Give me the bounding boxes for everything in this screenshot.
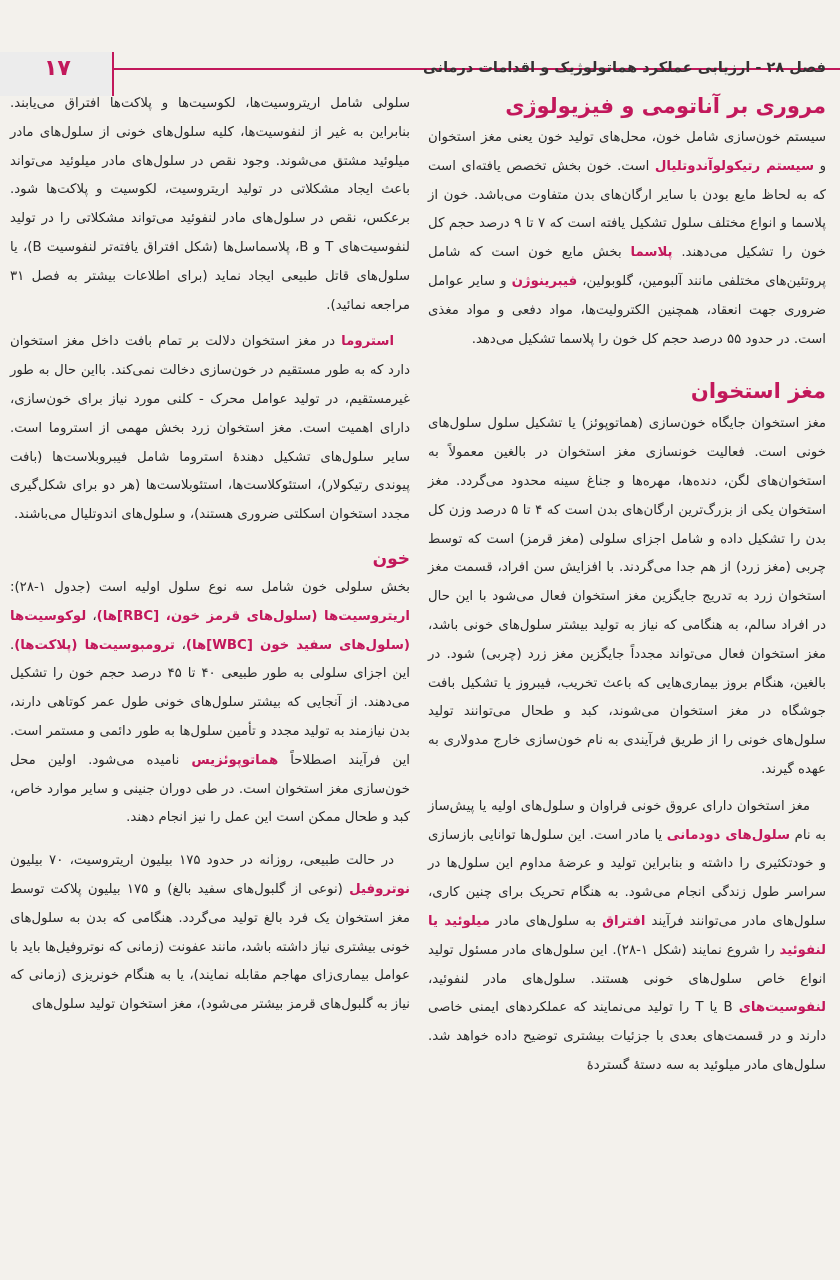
left-column [10,90,410,1020]
term-leukocytes: لوکوسیت‌ها (سلول‌های سفید خون [WBC]ها) [10,608,410,653]
section-heading-anatomy: مروری بر آناتومی و فیزیولوژی [505,94,826,118]
page-number: ۱۷ [44,56,71,81]
term-plasma: پلاسما [630,245,673,261]
term-lymphocytes: لنفوسیت‌های [738,1000,826,1016]
term-erythrocytes: اریتروسیت‌ها (سلول‌های قرمز خون، [RBC]ها) [96,608,410,624]
term-hematopoiesis: هماتوپوئزیس [191,752,279,768]
term-neutrophil: نوتروفیل [349,881,410,897]
paragraph-daily-production: در حالت طبیعی، روزانه در حدود ۱۷۵ بیلیون اریتروسیت، ۷۰ بیلیون نوتروفیل (نوعی از گلبول‌های سفید بالغ) و ۱۷۵ بیلیون پلاکت توسط مغز استخوان یک فرد بالغ تولید می‌گردد. هنگامی که بدن به سلول‌های خونی بیشتری نیاز داشته باشد، مانند عفونت (زمانی که نوتروفیل‌ها باید با عوامل بیماری‌زای مهاجم مقابله نمایند)، یا به هنگام خونریزی (زمانی که نیاز به گلبول‌های قرمز بیشتر می‌شود)، مغز استخوان تولید سلول‌های [10,853,410,1013]
term-fibrinogen: فیبرینوژن [511,273,578,289]
paragraph-stem-cells: مغز استخوان دارای عروق خونی فراوان و سلول‌های اولیه یا پیش‌ساز به نام سلول‌های دودمانی یا مادر است. این سلول‌ها توانایی بازسازی و خودتکثیری را داشته و بنابراین تولید و عرضهٔ مداوم این سلول‌ها در سراسر طول زندگی انجام می‌شود. به هنگام تحریک برای چنین کاری، سلول‌های مادر می‌توانند فرآیند افتراق به سلول‌های مادر میلوئید یا لنفوئید را شروع نمایند (شکل ۱-۲۸). این سلول‌های مادر مسئول تولید انواع خاص سلول‌های خونی هستند. سلول‌های مادر لنفوئید، لنفوسیت‌های B یا T را تولید می‌نمایند که عملکردهای ایمنی خاصی دارند و در قسمت‌های بعدی با جزئیات بیشتری توضیح داده خواهد شد. سلول‌های مادر میلوئید به سه دستهٔ گستردهٔ [428,798,826,1073]
right-column [428,90,826,1081]
section-heading-blood: خون [372,548,410,569]
term-stem-cells: سلول‌های دودمانی [666,827,791,843]
term-differentiation: افتراق [602,913,646,929]
term-myeloid-lymphoid: میلوئید یا لنفوئید [428,913,826,958]
paragraph-myeloid-cells: سلولی شامل اریتروسیت‌ها، لکوسیت‌ها و پلاکت‌ها افتراق می‌یابند. بنابراین به غیر از لنفوسیت‌ها، کلیه سلول‌های خونی از سلول‌های مادر میلوئید مشتق می‌شوند. وجود نقص در سلول‌های مادر میلوئید می‌تواند باعث ایجاد مشکلاتی در تولید اریتروسیت، لکوسیت و پلاکت‌ها شود. برعکس، نقص در سلول‌های مادر لنفوئید می‌تواند مشکلاتی را در تولید لنفوسیت‌های T و B، پلاسماسل‌ها (شکل افتراق یافته‌تر لنفوسیت B)، یا سلول‌های قاتل طبیعی ایجاد نماید (برای اطلاعات بیشتر به فصل ۳۱ مراجعه نمائید). [10,96,410,313]
section-heading-bone-marrow: مغز استخوان [690,379,826,404]
paragraph-stroma: استروما در مغز استخوان دلالت بر تمام بافت داخل مغز استخوان دارد که به طور مستقیم در خون‌سازی دخالت نمی‌کند. بااین حال به طور غیرمستقیم، در تولید عوامل محرک - کلنی مورد نیاز برای خون‌سازی، دارای اهمیت است. مغز استخوان زرد بخش مهمی از استروما است. سایر سلول‌های تشکیل دهندهٔ استروما شامل فیبروبلاست‌ها (بافت پیوندی رتیکولار)، استئوکلاست‌ها، استئوبلاست‌ها (هر دو برای شکل‌گیری مجدد استخوان اسکلتی ضروری هستند)، و سلول‌های اندوتلیال می‌باشند. [10,334,410,523]
page-header [0,22,840,82]
term-thrombocytes: ترومبوسیت‌ها (پلاکت‌ها) [14,637,175,653]
paragraph-bone-marrow: مغز استخوان جایگاه خون‌سازی (هماتوپوئز) یا تشکیل سلول سلول‌های خونی است. فعالیت خونسازی مغز استخوان در بالغین معمولاً به استخوان‌های لگن، دنده‌ها، مهره‌ها و جناغ سینه محدود می‌گردد. مغز استخوان یکی از بزرگ‌ترین ارگان‌های بدن است که ۴ تا ۵ درصد وزن کل بدن را تشکیل داده و شامل اجزای سلولی (مغز قرمز) است که توسط چربی (مغز زرد) از هم جدا می‌گردند. با افزایش سن افراد، قسمت مغز استخوان زرد به تدریج جایگزین مغز استخوان فعال می‌شود با این حال در افراد سالم، به هنگامی که نیاز به تولید بیشتر سلول‌های خونی باشد، مغز استخوان فعال می‌تواند مجدداً جایگزین مغز زرد (چربی) شود. در بالغین، هنگام بروز بیماری‌هایی که باعث تخریب، فیبروز یا تشکیل بافت جوشگاه در مغز استخوان می‌شوند، کبد و طحال می‌توانند تولید سلول‌های خونی را از طریق فرآیندی به نام خون‌سازی خارج مدولاری به عهده گیرند. [428,416,826,777]
term-reticuloendothelial: سیستم رتیکولوآندوتلیال [654,158,815,174]
chapter-title: فصل ۲۸ - ارزیابی عملکرد هماتولوژیک و اقدامات درمانی [422,60,826,76]
term-stroma: استروما [341,334,394,350]
paragraph-hematopoietic-system: سیستم خون‌سازی شامل خون، محل‌های تولید خون یعنی مغز استخوان و سیستم رتیکولوآندوتلیال است. خون بخش تخصص یافته‌ای است که به لحاظ مایع بودن با سایر ارگان‌های بدن متفاوت می‌باشد. خون از پلاسما و انواع مختلف سلول تشکیل یافته است که ۷ تا ۹ درصد حجم کل خون را تشکیل می‌دهند. پلاسما بخش مایع خون است که شامل پروتئین‌های مختلفی مانند آلبومین، گلوبولین، فیبرینوژن و سایر عوامل ضروری جهت انعقاد، همچنین الکترولیت‌ها، مواد دفعی و مواد مغذی است. در حدود ۵۵ درصد حجم کل خون را پلاسما تشکیل می‌دهد. [428,130,826,347]
paragraph-blood-cells: بخش سلولی خون شامل سه نوع سلول اولیه است (جدول ۱-۲۸): اریتروسیت‌ها (سلول‌های قرمز خون، [RBC]ها)، لوکوسیت‌ها (سلول‌های سفید خون [WBC]ها)، ترومبوسیت‌ها (پلاکت‌ها). این اجزای سلولی به طور طبیعی ۴۰ تا ۴۵ درصد حجم خون را تشکیل می‌دهند. از آنجایی که بیشتر سلول‌های خونی طول عمر کوتاهی دارند، بدن نیازمند به تولید مجدد و تأمین سلول‌ها به طور دائمی و مستمر است. این فرآیند اصطلاحاً هماتوپوئزیس نامیده می‌شود. اولین محل خون‌سازی مغز استخوان است. در طی دوران جنینی و سایر موارد خاص، کبد و طحال ممکن است این عمل را نیز انجام دهند. [10,579,411,826]
